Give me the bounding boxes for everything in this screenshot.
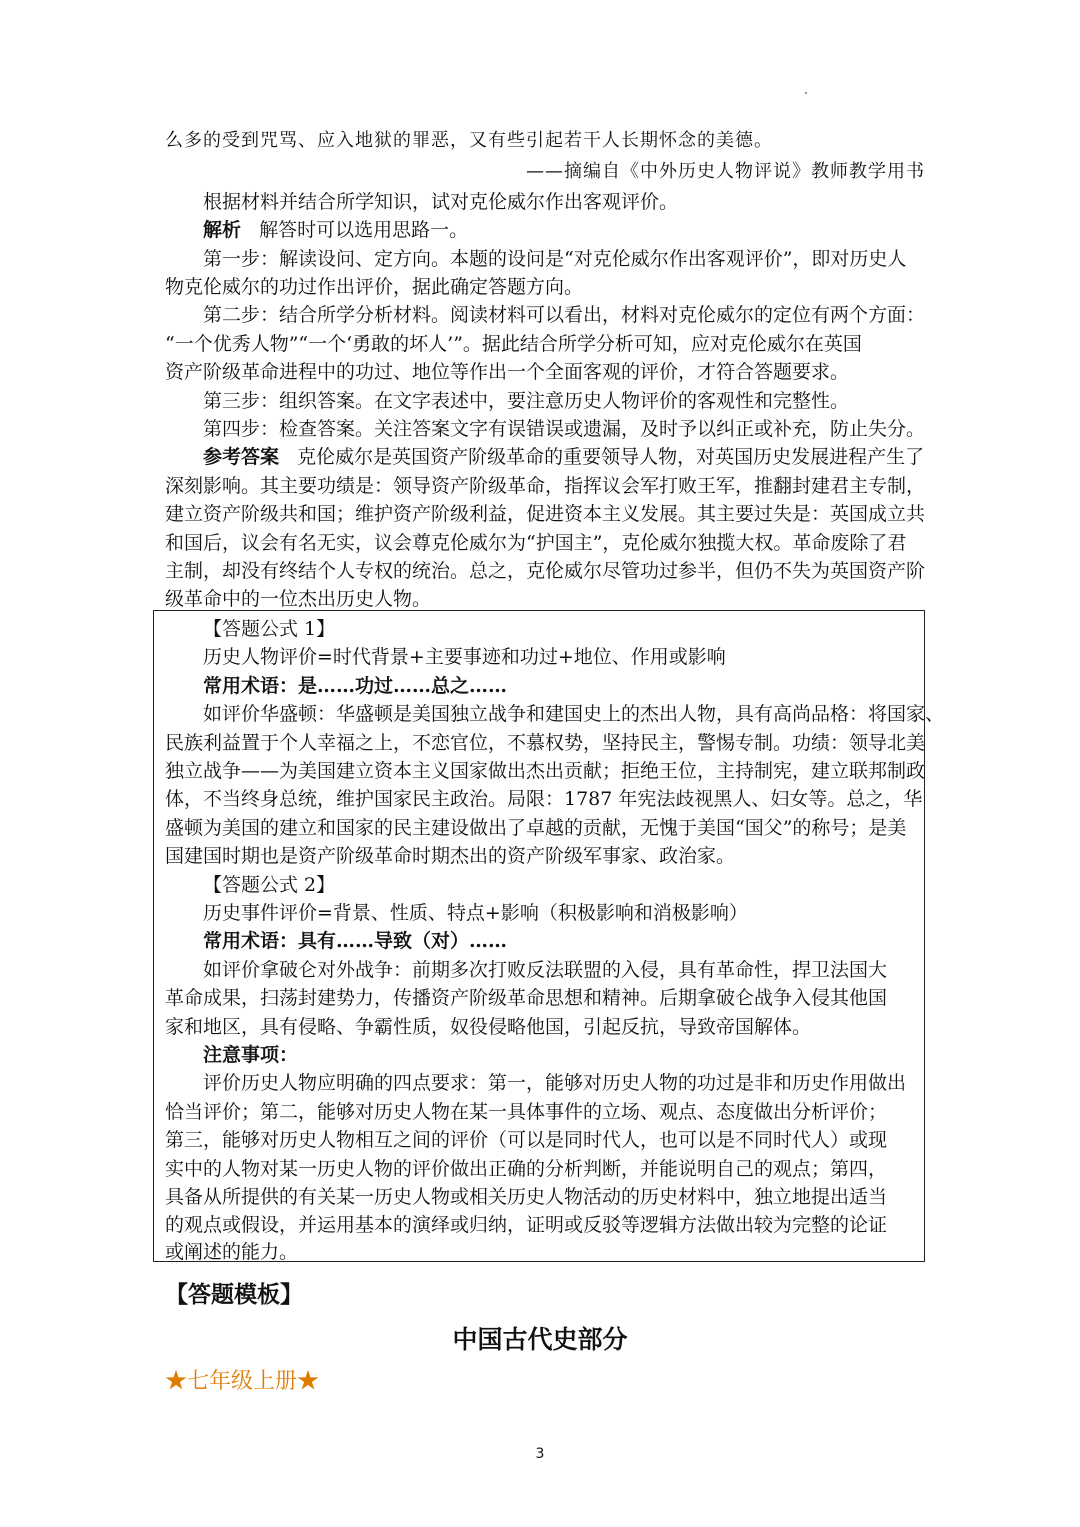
notes-line: 或阐述的能力。 — [165, 1241, 299, 1263]
reference-answer-label: 参考答案 — [203, 446, 280, 468]
analysis-text: 解答时可以选用思路一。 — [259, 219, 469, 241]
example2-line: 如评价拿破仑对外战争：前期多次打败反法联盟的入侵，具有革命性，捍卫法国大 — [203, 959, 888, 981]
step-line: 第四步：检查答案。关注答案文字有误错误或遗漏，及时予以纠正或补充，防止失分。 — [203, 418, 926, 440]
notes-line: 第三，能够对历史人物相互之间的评价（可以是同时代人，也可以是不同时代人）或现 — [165, 1129, 888, 1151]
formula2-title: 【答题公式 2】 — [203, 874, 336, 896]
page-number: 3 — [535, 1446, 545, 1462]
example2-line: 家和地区，具有侵略、争霸性质，奴役侵略他国，引起反抗，导致帝国解体。 — [165, 1016, 812, 1038]
example1-line: 独立战争——为美国建立资本主义国家做出杰出贡献；拒绝王位，主持制宪，建立联邦制政 — [165, 760, 925, 782]
formula1-text: 历史人物评价=时代背景+主要事迹和功过+地位、作用或影响 — [203, 646, 726, 668]
analysis-label: 解析 — [203, 219, 242, 241]
example1-line: 盛顿为美国的建立和国家的民主建设做出了卓越的贡献，无愧于美国“国父”的称号；是美 — [165, 817, 907, 839]
reference-answer-line: 建立资产阶级共和国；维护资产阶级利益，促进资本主义发展。其主要过失是：英国成立共 — [165, 503, 925, 525]
reference-answer-line: 级革命中的一位杰出历史人物。 — [165, 588, 432, 610]
step-line: “一个优秀人物”“一个‘勇敢的坏人’”。据此结合所学分析可知，应对克伦威尔在英国 — [165, 333, 862, 355]
terms2-text: 常用术语：具有……导致（对）…… — [203, 930, 508, 952]
reference-answer-line — [165, 443, 963, 471]
formula1-title: 【答题公式 1】 — [203, 618, 336, 640]
reference-answer-line: 和国后，议会有名无实，议会尊克伦威尔为“护国主”，克伦威尔独揽大权。革命废除了君 — [165, 532, 907, 554]
notes-line: 评价历史人物应明确的四点要求：第一，能够对历史人物的功过是非和历史作用做出 — [203, 1072, 907, 1094]
question-text: 根据材料并结合所学知识，试对克伦威尔作出客观评价。 — [203, 191, 679, 213]
reference-answer-line: 深刻影响。其主要功绩是：领导资产阶级革命，指挥议会军打败王军，推翻封建君主专制， — [165, 475, 925, 497]
example1-line: 国建国时期也是资产阶级革命时期杰出的资产阶级军事家、政治家。 — [165, 845, 736, 867]
step-line: 第二步：结合所学分析材料。阅读材料可以看出，材料对克伦威尔的定位有两个方面： — [203, 304, 926, 326]
formula2-text: 历史事件评价=背景、性质、特点+影响（积极影响和消极影响） — [203, 902, 748, 924]
step-line: 物克伦威尔的功过作出评价，据此确定答题方向。 — [165, 276, 584, 298]
step-line: 第三步：组织答案。在文字表述中，要注意历史人物评价的客观性和完整性。 — [203, 390, 850, 412]
reference-answer-text: 克伦威尔是英国资产阶级革命的重要领导人物，对英国历史发展进程产生了 — [297, 446, 925, 468]
quote-line: 么多的受到咒骂、应入地狱的罪恶，又有些引起若干人长期怀念的美德。 — [165, 130, 773, 151]
reference-answer-line: 主制，却没有终结个人专权的统治。总之，克伦威尔尽管功过参半，但仍不失为英国资产阶 — [165, 560, 925, 582]
template-heading: 【答题模板】 — [165, 1282, 303, 1308]
step-line: 第一步：解读设问、定方向。本题的设问是“对克伦威尔作出客观评价”，即对历史人 — [203, 248, 907, 270]
notes-line: 恰当评价；第二，能够对历史人物在某一具体事件的立场、观点、态度做出分析评价； — [165, 1101, 888, 1123]
speck-mark — [805, 92, 807, 94]
notes-title: 注意事项： — [203, 1044, 299, 1066]
grade-label: ★七年级上册★ — [165, 1369, 320, 1394]
example1-line: 体，不当终身总统，维护国家民主政治。局限：1787 年宪法歧视黑人、妇女等。总之，华 — [165, 788, 923, 810]
analysis-line — [165, 216, 963, 244]
section-title: 中国古代史部分 — [452, 1325, 628, 1354]
quote-source: ——摘编自《中外历史人物评说》教师教学用书 — [526, 161, 925, 182]
example1-line: 民族利益置于个人幸福之上，不恋官位，不慕权势，坚持民主，警惕专制。功绩：领导北美 — [165, 732, 925, 754]
example2-line: 革命成果，扫荡封建势力，传播资产阶级革命思想和精神。后期拿破仑战争入侵其他国 — [165, 987, 888, 1009]
notes-line: 的观点或假设，并运用基本的演绎或归纳，证明或反驳等逻辑方法做出较为完整的论证 — [165, 1214, 888, 1236]
terms1-text: 常用术语：是……功过……总之…… — [203, 675, 508, 697]
notes-line: 具备从所提供的有关某一历史人物或相关历史人物活动的历史材料中，独立地提出适当 — [165, 1186, 888, 1208]
notes-line: 实中的人物对某一历史人物的评价做出正确的分析判断，并能说明自己的观点；第四， — [165, 1158, 888, 1180]
example1-line: 如评价华盛顿：华盛顿是美国独立战争和建国史上的杰出人物，具有高尚品格：将国家、 — [203, 703, 945, 725]
step-line: 资产阶级革命进程中的功过、地位等作出一个全面客观的评价，才符合答题要求。 — [165, 361, 850, 383]
